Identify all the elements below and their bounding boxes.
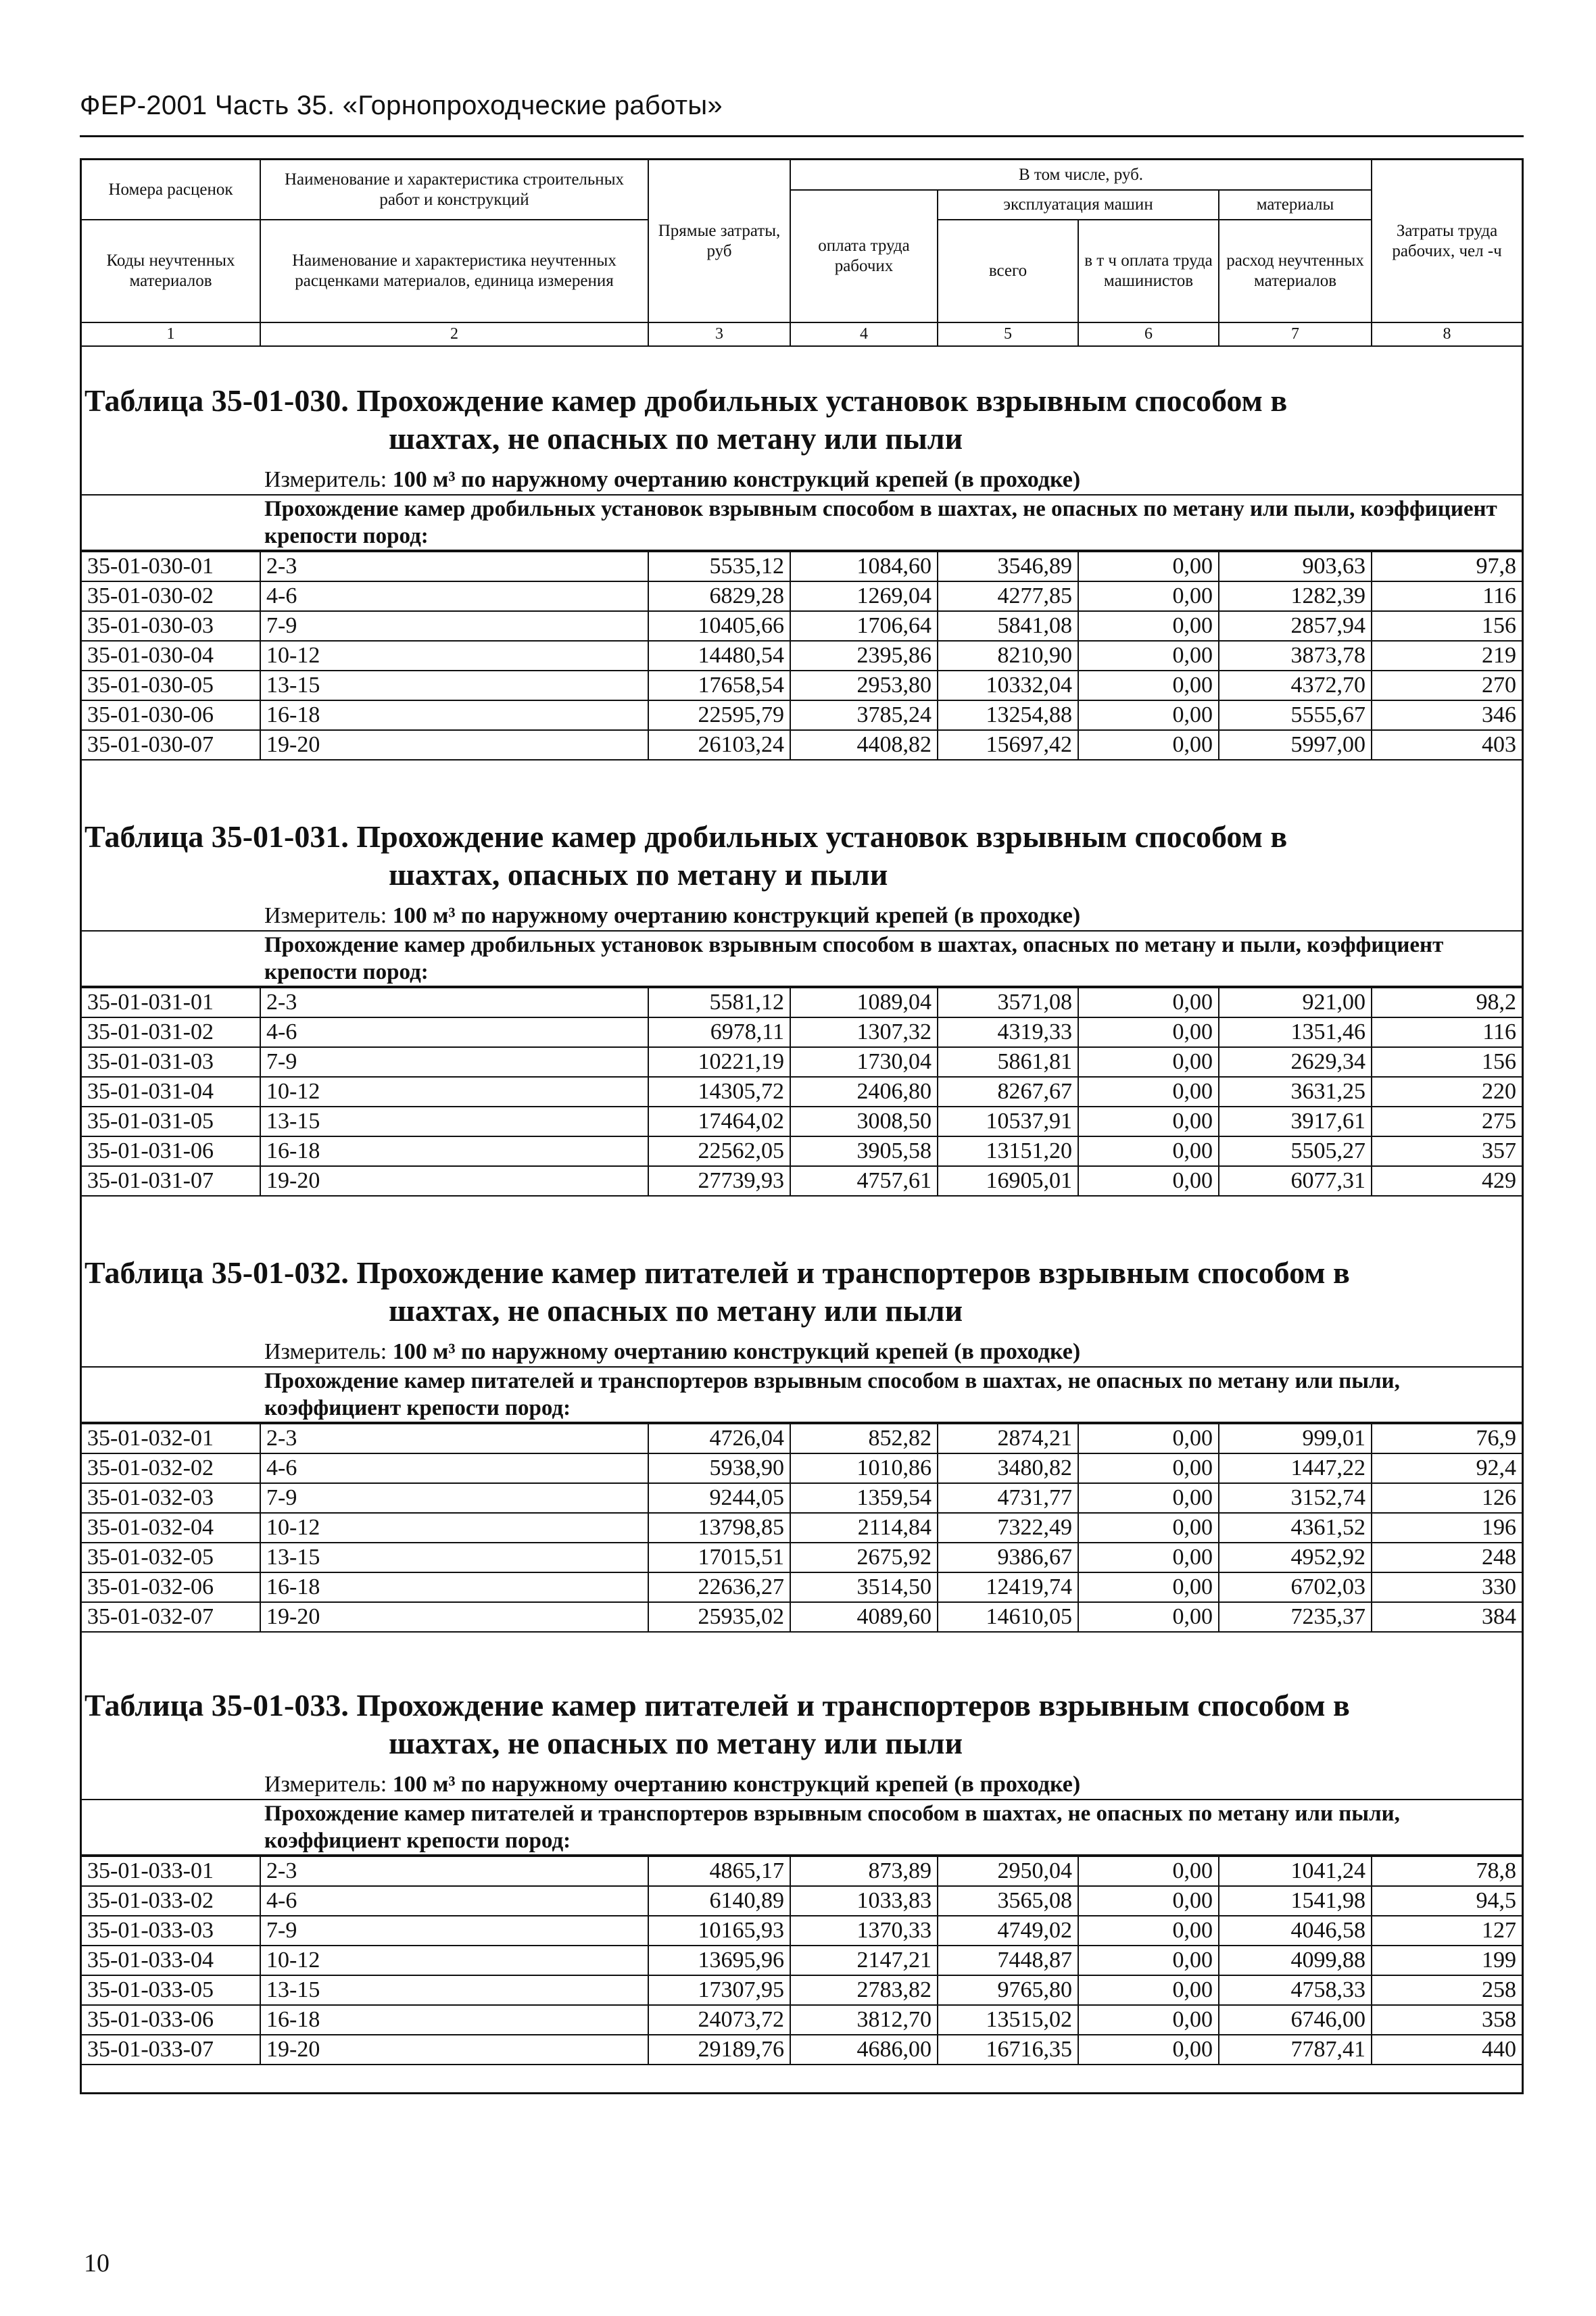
cell-materials: 6077,31 [1219, 1166, 1372, 1196]
cell-machines-total: 12419,74 [938, 1572, 1078, 1602]
table-row [82, 1166, 1522, 1196]
cell-machines-total: 10332,04 [938, 671, 1078, 700]
work-description: Прохождение камер питателей и транспортеров взрывным способом в шахтах, не опасных по метану или пыли, коэффициент крепости пород: [82, 1368, 1522, 1423]
cell-rate-code: 35-01-031-01 [82, 988, 260, 1017]
cell-direct-costs: 17658,54 [648, 671, 790, 700]
cell-materials: 4758,33 [1219, 1975, 1372, 2005]
cell-operator-pay: 0,00 [1078, 1166, 1219, 1196]
cell-labor-costs: 403 [1372, 730, 1522, 760]
cell-worker-pay: 3514,50 [790, 1572, 938, 1602]
cell-rate-code: 35-01-033-07 [82, 2035, 260, 2065]
cell-materials: 2629,34 [1219, 1047, 1372, 1077]
cell-materials: 4099,88 [1219, 1946, 1372, 1975]
cell-rock-hardness: 19-20 [260, 730, 648, 760]
table-row [82, 1483, 1522, 1513]
cell-worker-pay: 873,89 [790, 1856, 938, 1886]
cell-rate-code: 35-01-030-07 [82, 730, 260, 760]
cell-worker-pay: 1359,54 [790, 1483, 938, 1513]
col-num-4: 4 [790, 322, 938, 346]
cell-materials: 1447,22 [1219, 1453, 1372, 1483]
cell-materials: 3631,25 [1219, 1077, 1372, 1107]
rate-rows-table [82, 987, 1522, 1197]
cell-operator-pay: 0,00 [1078, 1047, 1219, 1077]
table-row [82, 1916, 1522, 1946]
cell-rock-hardness: 7-9 [260, 611, 648, 641]
cell-rock-hardness: 10-12 [260, 641, 648, 671]
col-num-7: 7 [1219, 322, 1372, 346]
cell-rock-hardness: 10-12 [260, 1513, 648, 1543]
cell-machines-total: 13515,02 [938, 2005, 1078, 2035]
cell-operator-pay: 0,00 [1078, 988, 1219, 1017]
cell-machines-total: 4319,33 [938, 1017, 1078, 1047]
col-header-materials: материалы [1219, 190, 1372, 220]
cell-rate-code: 35-01-033-03 [82, 1916, 260, 1946]
work-description: Прохождение камер дробильных установок взрывным способом в шахтах, опасных по метану и пыли, коэффициент крепости пород: [82, 932, 1522, 987]
rate-table-title: Таблица 35-01-032. Прохождение камер питателей и транспортеров взрывным способом в шахтах, не опасных по метану или пыли [84, 1255, 1350, 1328]
cell-rate-code: 35-01-031-02 [82, 1017, 260, 1047]
cell-worker-pay: 1370,33 [790, 1916, 938, 1946]
table-row [82, 988, 1522, 1017]
cell-labor-costs: 358 [1372, 2005, 1522, 2035]
table-row [82, 552, 1522, 581]
cell-labor-costs: 156 [1372, 611, 1522, 641]
cell-operator-pay: 0,00 [1078, 1916, 1219, 1946]
cell-labor-costs: 76,9 [1372, 1424, 1522, 1453]
col-num-5: 5 [938, 322, 1078, 346]
col-header-direct-costs: Прямые затраты, руб [648, 160, 790, 322]
cell-worker-pay: 2406,80 [790, 1077, 938, 1107]
cell-materials: 999,01 [1219, 1424, 1372, 1453]
cell-machines-total: 7322,49 [938, 1513, 1078, 1543]
cell-rate-code: 35-01-033-05 [82, 1975, 260, 2005]
cell-materials: 3917,61 [1219, 1107, 1372, 1136]
cell-operator-pay: 0,00 [1078, 1107, 1219, 1136]
cell-worker-pay: 2953,80 [790, 671, 938, 700]
cell-worker-pay: 2147,21 [790, 1946, 938, 1975]
cell-operator-pay: 0,00 [1078, 2005, 1219, 2035]
cell-labor-costs: 220 [1372, 1077, 1522, 1107]
cell-materials: 903,63 [1219, 552, 1372, 581]
cell-operator-pay: 0,00 [1078, 1856, 1219, 1886]
cell-machines-total: 9386,67 [938, 1543, 1078, 1572]
table-row [82, 1572, 1522, 1602]
cell-rock-hardness: 7-9 [260, 1916, 648, 1946]
cell-labor-costs: 126 [1372, 1483, 1522, 1513]
cell-labor-costs: 384 [1372, 1602, 1522, 1632]
cell-worker-pay: 1084,60 [790, 552, 938, 581]
col-num-6: 6 [1078, 322, 1219, 346]
cell-direct-costs: 6978,11 [648, 1017, 790, 1047]
cell-materials: 4046,58 [1219, 1916, 1372, 1946]
cell-materials: 6746,00 [1219, 2005, 1372, 2035]
col-num-3: 3 [648, 322, 790, 346]
cell-worker-pay: 4757,61 [790, 1166, 938, 1196]
cell-rate-code: 35-01-032-01 [82, 1424, 260, 1453]
cell-labor-costs: 92,4 [1372, 1453, 1522, 1483]
cell-rock-hardness: 13-15 [260, 1107, 648, 1136]
cell-rock-hardness: 13-15 [260, 1543, 648, 1572]
rate-table-title: Таблица 35-01-031. Прохождение камер дробильных установок взрывным способом в шахтах, опасных по метану и пыли [84, 819, 1288, 892]
work-description: Прохождение камер дробильных установок взрывным способом в шахтах, не опасных по метану или пыли, коэффициент крепости пород: [82, 496, 1522, 551]
cell-rock-hardness: 13-15 [260, 671, 648, 700]
cell-rock-hardness: 7-9 [260, 1483, 648, 1513]
cell-labor-costs: 199 [1372, 1946, 1522, 1975]
cell-direct-costs: 9244,05 [648, 1483, 790, 1513]
cell-machines-total: 13254,88 [938, 700, 1078, 730]
cell-direct-costs: 6140,89 [648, 1886, 790, 1916]
cell-machines-total: 4731,77 [938, 1483, 1078, 1513]
cell-materials: 4361,52 [1219, 1513, 1372, 1543]
col-header-material-name: Наименование и характеристика неучтенных расценками материалов, единица измерения [260, 220, 648, 322]
cell-operator-pay: 0,00 [1078, 671, 1219, 700]
cell-rate-code: 35-01-031-03 [82, 1047, 260, 1077]
cell-rock-hardness: 19-20 [260, 2035, 648, 2065]
table-row [82, 1886, 1522, 1916]
table-row [82, 671, 1522, 700]
cell-rock-hardness: 10-12 [260, 1077, 648, 1107]
cell-operator-pay: 0,00 [1078, 1017, 1219, 1047]
cell-worker-pay: 3785,24 [790, 700, 938, 730]
cell-rate-code: 35-01-031-04 [82, 1077, 260, 1107]
cell-direct-costs: 17464,02 [648, 1107, 790, 1136]
cell-machines-total: 3480,82 [938, 1453, 1078, 1483]
cell-machines-total: 7448,87 [938, 1946, 1078, 1975]
cell-labor-costs: 270 [1372, 671, 1522, 700]
cell-direct-costs: 17015,51 [648, 1543, 790, 1572]
cell-operator-pay: 0,00 [1078, 1136, 1219, 1166]
cell-rate-code: 35-01-032-03 [82, 1483, 260, 1513]
cell-machines-total: 2950,04 [938, 1856, 1078, 1886]
cell-direct-costs: 22636,27 [648, 1572, 790, 1602]
cell-materials: 1351,46 [1219, 1017, 1372, 1047]
rate-rows-table [82, 551, 1522, 761]
table-row [82, 1047, 1522, 1077]
cell-labor-costs: 248 [1372, 1543, 1522, 1572]
table-row [82, 1513, 1522, 1543]
cell-rate-code: 35-01-031-07 [82, 1166, 260, 1196]
cell-machines-total: 4749,02 [938, 1916, 1078, 1946]
cell-labor-costs: 429 [1372, 1166, 1522, 1196]
cell-machines-total: 2874,21 [938, 1424, 1078, 1453]
cell-operator-pay: 0,00 [1078, 641, 1219, 671]
cell-rock-hardness: 4-6 [260, 1017, 648, 1047]
cell-machines-total: 16716,35 [938, 2035, 1078, 2065]
table-row [82, 700, 1522, 730]
cell-operator-pay: 0,00 [1078, 1975, 1219, 2005]
cell-machines-total: 3546,89 [938, 552, 1078, 581]
cell-direct-costs: 10165,93 [648, 1916, 790, 1946]
cell-operator-pay: 0,00 [1078, 1453, 1219, 1483]
cell-labor-costs: 258 [1372, 1975, 1522, 2005]
cell-machines-total: 3571,08 [938, 988, 1078, 1017]
cell-machines-total: 9765,80 [938, 1975, 1078, 2005]
cell-worker-pay: 2395,86 [790, 641, 938, 671]
cell-rock-hardness: 19-20 [260, 1166, 648, 1196]
cell-materials: 1041,24 [1219, 1856, 1372, 1886]
col-header-labor-costs: Затраты труда рабочих, чел -ч [1372, 160, 1522, 322]
col-header-work-name: Наименование и характеристика строительных работ и конструкций [260, 160, 648, 220]
table-row [82, 1975, 1522, 2005]
cell-direct-costs: 5535,12 [648, 552, 790, 581]
cell-worker-pay: 1089,04 [790, 988, 938, 1017]
cell-rate-code: 35-01-030-03 [82, 611, 260, 641]
cell-operator-pay: 0,00 [1078, 581, 1219, 611]
cell-operator-pay: 0,00 [1078, 1572, 1219, 1602]
measure-unit: Измеритель: 100 м³ по наружному очертанию конструкций крепей (в проходке) [82, 466, 1522, 496]
cell-materials: 3152,74 [1219, 1483, 1372, 1513]
cell-rate-code: 35-01-031-06 [82, 1136, 260, 1166]
cell-materials: 4372,70 [1219, 671, 1372, 700]
cell-direct-costs: 22562,05 [648, 1136, 790, 1166]
work-description: Прохождение камер питателей и транспортеров взрывным способом в шахтах, не опасных по метану или пыли, коэффициент крепости пород: [82, 1800, 1522, 1856]
cell-rate-code: 35-01-032-07 [82, 1602, 260, 1632]
cell-operator-pay: 0,00 [1078, 700, 1219, 730]
table-row [82, 1136, 1522, 1166]
cell-labor-costs: 196 [1372, 1513, 1522, 1543]
col-num-2: 2 [260, 322, 648, 346]
cell-operator-pay: 0,00 [1078, 1513, 1219, 1543]
cell-direct-costs: 29189,76 [648, 2035, 790, 2065]
rate-rows-table [82, 1856, 1522, 2065]
rate-table-section [82, 370, 1522, 761]
table-row [82, 581, 1522, 611]
cell-direct-costs: 6829,28 [648, 581, 790, 611]
col-header-machines-total: всего [938, 220, 1078, 322]
cell-rate-code: 35-01-033-06 [82, 2005, 260, 2035]
cell-rock-hardness: 7-9 [260, 1047, 648, 1077]
cell-direct-costs: 26103,24 [648, 730, 790, 760]
document-title: ФЕР-2001 Часть 35. «Горнопроходческие работы» [80, 91, 723, 120]
rate-table-title: Таблица 35-01-033. Прохождение камер питателей и транспортеров взрывным способом в шахтах, не опасных по метану или пыли [84, 1688, 1350, 1760]
cell-rate-code: 35-01-033-01 [82, 1856, 260, 1886]
col-num-8: 8 [1372, 322, 1522, 346]
measure-unit: Измеритель: 100 м³ по наружному очертанию конструкций крепей (в проходке) [82, 902, 1522, 932]
cell-operator-pay: 0,00 [1078, 552, 1219, 581]
cell-materials: 6702,03 [1219, 1572, 1372, 1602]
col-header-operator-pay: в т ч оплата труда машинистов [1078, 220, 1219, 322]
cell-worker-pay: 2675,92 [790, 1543, 938, 1572]
cell-operator-pay: 0,00 [1078, 611, 1219, 641]
cell-worker-pay: 1706,64 [790, 611, 938, 641]
cell-operator-pay: 0,00 [1078, 1483, 1219, 1513]
cell-operator-pay: 0,00 [1078, 1543, 1219, 1572]
cell-rate-code: 35-01-030-02 [82, 581, 260, 611]
cell-labor-costs: 98,2 [1372, 988, 1522, 1017]
table-row [82, 1017, 1522, 1047]
table-row [82, 1424, 1522, 1453]
cell-worker-pay: 2783,82 [790, 1975, 938, 2005]
cell-direct-costs: 4726,04 [648, 1424, 790, 1453]
cell-machines-total: 4277,85 [938, 581, 1078, 611]
table-row [82, 1453, 1522, 1483]
cell-machines-total: 8210,90 [938, 641, 1078, 671]
column-header-table [82, 160, 1522, 347]
measure-unit: Измеритель: 100 м³ по наружному очертанию конструкций крепей (в проходке) [82, 1770, 1522, 1800]
cell-labor-costs: 94,5 [1372, 1886, 1522, 1916]
cell-rate-code: 35-01-031-05 [82, 1107, 260, 1136]
table-row [82, 1077, 1522, 1107]
cell-operator-pay: 0,00 [1078, 1424, 1219, 1453]
cell-direct-costs: 22595,79 [648, 700, 790, 730]
cell-rock-hardness: 4-6 [260, 1453, 648, 1483]
table-row [82, 2035, 1522, 2065]
cell-direct-costs: 17307,95 [648, 1975, 790, 2005]
cell-rock-hardness: 2-3 [260, 1856, 648, 1886]
cell-worker-pay: 3905,58 [790, 1136, 938, 1166]
cell-rock-hardness: 2-3 [260, 988, 648, 1017]
cell-rock-hardness: 16-18 [260, 1136, 648, 1166]
cell-direct-costs: 5938,90 [648, 1453, 790, 1483]
cell-rock-hardness: 4-6 [260, 1886, 648, 1916]
cell-worker-pay: 1730,04 [790, 1047, 938, 1077]
cell-operator-pay: 0,00 [1078, 1946, 1219, 1975]
table-row [82, 641, 1522, 671]
table-row [82, 730, 1522, 760]
cell-direct-costs: 10405,66 [648, 611, 790, 641]
cell-rate-code: 35-01-032-06 [82, 1572, 260, 1602]
cell-machines-total: 5841,08 [938, 611, 1078, 641]
cell-worker-pay: 2114,84 [790, 1513, 938, 1543]
cell-operator-pay: 0,00 [1078, 1886, 1219, 1916]
table-row [82, 611, 1522, 641]
cell-worker-pay: 3008,50 [790, 1107, 938, 1136]
rate-table-title: Таблица 35-01-030. Прохождение камер дробильных установок взрывным способом в шахтах, не опасных по метану или пыли [84, 383, 1288, 456]
col-header-worker-pay: оплата труда рабочих [790, 190, 938, 322]
cell-materials: 5505,27 [1219, 1136, 1372, 1166]
cell-worker-pay: 852,82 [790, 1424, 938, 1453]
table-row [82, 1543, 1522, 1572]
col-header-material-codes: Коды неучтенных материалов [82, 220, 260, 322]
cell-materials: 5555,67 [1219, 700, 1372, 730]
cell-rock-hardness: 4-6 [260, 581, 648, 611]
cell-worker-pay: 1307,32 [790, 1017, 938, 1047]
col-header-machines: эксплуатация машин [938, 190, 1219, 220]
cell-rate-code: 35-01-032-02 [82, 1453, 260, 1483]
cell-direct-costs: 14305,72 [648, 1077, 790, 1107]
cell-worker-pay: 4408,82 [790, 730, 938, 760]
cell-materials: 4952,92 [1219, 1543, 1372, 1572]
table-row [82, 1856, 1522, 1886]
cell-operator-pay: 0,00 [1078, 1602, 1219, 1632]
cell-labor-costs: 116 [1372, 1017, 1522, 1047]
cell-labor-costs: 440 [1372, 2035, 1522, 2065]
cell-worker-pay: 1033,83 [790, 1886, 938, 1916]
col-header-rate-numbers: Номера расценок [82, 160, 260, 220]
cell-materials: 3873,78 [1219, 641, 1372, 671]
cell-machines-total: 8267,67 [938, 1077, 1078, 1107]
cell-rock-hardness: 2-3 [260, 552, 648, 581]
main-frame [80, 158, 1524, 2094]
title-rule [80, 135, 1524, 137]
cell-machines-total: 5861,81 [938, 1047, 1078, 1077]
cell-direct-costs: 10221,19 [648, 1047, 790, 1077]
cell-materials: 1282,39 [1219, 581, 1372, 611]
cell-direct-costs: 13695,96 [648, 1946, 790, 1975]
cell-labor-costs: 116 [1372, 581, 1522, 611]
cell-labor-costs: 275 [1372, 1107, 1522, 1136]
rate-table-section [82, 806, 1522, 1197]
cell-rate-code: 35-01-032-04 [82, 1513, 260, 1543]
cell-materials: 1541,98 [1219, 1886, 1372, 1916]
rate-table-section [82, 1674, 1522, 2065]
cell-worker-pay: 1269,04 [790, 581, 938, 611]
cell-materials: 7235,37 [1219, 1602, 1372, 1632]
cell-worker-pay: 1010,86 [790, 1453, 938, 1483]
page-number: 10 [84, 2249, 110, 2277]
cell-rock-hardness: 13-15 [260, 1975, 648, 2005]
cell-materials: 5997,00 [1219, 730, 1372, 760]
cell-rate-code: 35-01-030-04 [82, 641, 260, 671]
cell-machines-total: 15697,42 [938, 730, 1078, 760]
cell-labor-costs: 156 [1372, 1047, 1522, 1077]
cell-labor-costs: 127 [1372, 1916, 1522, 1946]
cell-rock-hardness: 10-12 [260, 1946, 648, 1975]
cell-direct-costs: 25935,02 [648, 1602, 790, 1632]
cell-rate-code: 35-01-030-05 [82, 671, 260, 700]
cell-rock-hardness: 19-20 [260, 1602, 648, 1632]
col-header-group-including: В том числе, руб. [790, 160, 1372, 190]
cell-operator-pay: 0,00 [1078, 730, 1219, 760]
cell-labor-costs: 346 [1372, 700, 1522, 730]
cell-rate-code: 35-01-033-02 [82, 1886, 260, 1916]
cell-operator-pay: 0,00 [1078, 2035, 1219, 2065]
cell-rock-hardness: 2-3 [260, 1424, 648, 1453]
cell-rate-code: 35-01-030-01 [82, 552, 260, 581]
cell-materials: 921,00 [1219, 988, 1372, 1017]
cell-machines-total: 14610,05 [938, 1602, 1078, 1632]
cell-rate-code: 35-01-032-05 [82, 1543, 260, 1572]
cell-worker-pay: 3812,70 [790, 2005, 938, 2035]
cell-rock-hardness: 16-18 [260, 2005, 648, 2035]
cell-rate-code: 35-01-033-04 [82, 1946, 260, 1975]
cell-worker-pay: 4686,00 [790, 2035, 938, 2065]
cell-labor-costs: 219 [1372, 641, 1522, 671]
cell-rock-hardness: 16-18 [260, 1572, 648, 1602]
cell-direct-costs: 14480,54 [648, 641, 790, 671]
table-row [82, 1107, 1522, 1136]
cell-direct-costs: 13798,85 [648, 1513, 790, 1543]
cell-machines-total: 3565,08 [938, 1886, 1078, 1916]
cell-labor-costs: 97,8 [1372, 552, 1522, 581]
measure-unit: Измеритель: 100 м³ по наружному очертанию конструкций крепей (в проходке) [82, 1338, 1522, 1368]
cell-direct-costs: 4865,17 [648, 1856, 790, 1886]
rate-rows-table [82, 1423, 1522, 1633]
cell-materials: 7787,41 [1219, 2035, 1372, 2065]
cell-labor-costs: 330 [1372, 1572, 1522, 1602]
cell-worker-pay: 4089,60 [790, 1602, 938, 1632]
cell-materials: 2857,94 [1219, 611, 1372, 641]
cell-machines-total: 10537,91 [938, 1107, 1078, 1136]
cell-machines-total: 16905,01 [938, 1166, 1078, 1196]
cell-direct-costs: 5581,12 [648, 988, 790, 1017]
cell-labor-costs: 78,8 [1372, 1856, 1522, 1886]
rate-table-section [82, 1242, 1522, 1633]
cell-operator-pay: 0,00 [1078, 1077, 1219, 1107]
table-row [82, 1946, 1522, 1975]
table-row [82, 1602, 1522, 1632]
col-header-material-consumption: расход неучтенных материалов [1219, 220, 1372, 322]
cell-rock-hardness: 16-18 [260, 700, 648, 730]
cell-rate-code: 35-01-030-06 [82, 700, 260, 730]
cell-machines-total: 13151,20 [938, 1136, 1078, 1166]
cell-labor-costs: 357 [1372, 1136, 1522, 1166]
col-num-1: 1 [82, 322, 260, 346]
table-row [82, 2005, 1522, 2035]
cell-direct-costs: 27739,93 [648, 1166, 790, 1196]
cell-direct-costs: 24073,72 [648, 2005, 790, 2035]
